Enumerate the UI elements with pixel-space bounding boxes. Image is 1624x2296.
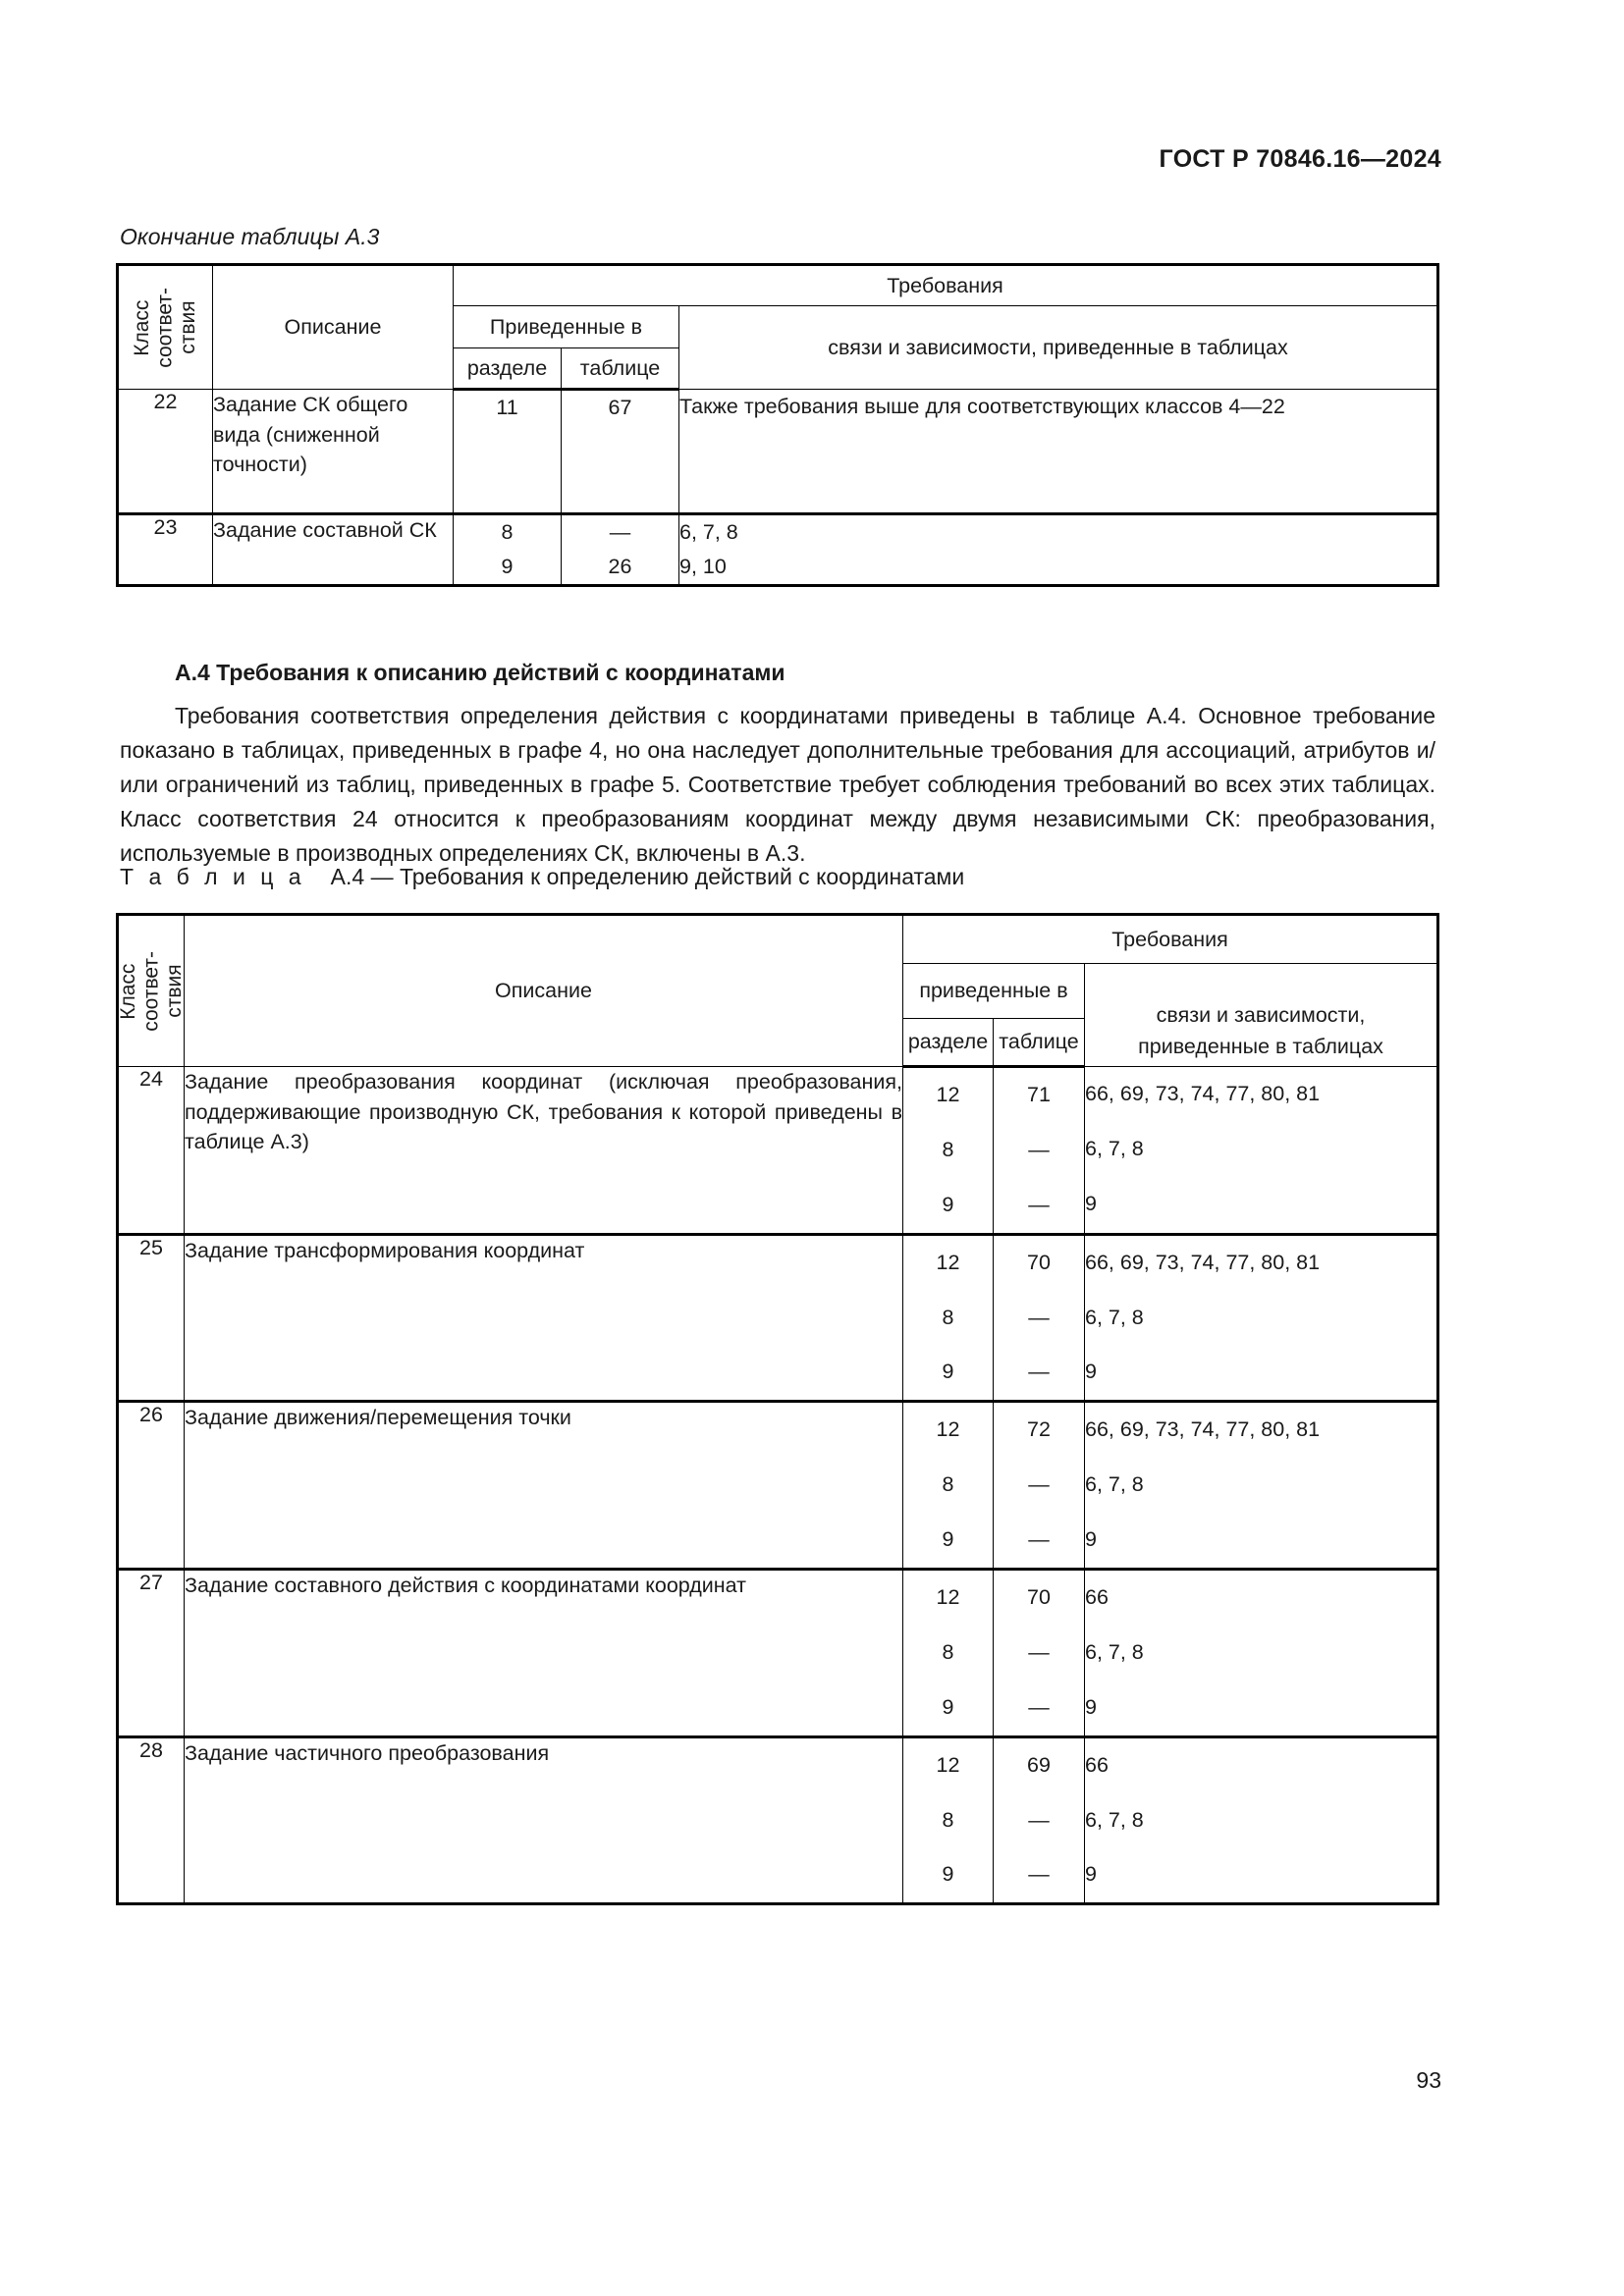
table-a4-row1-section: 12 8 9 <box>903 1234 994 1402</box>
table-a4-row2-class: 26 <box>118 1402 185 1570</box>
table-row <box>118 390 1438 514</box>
table-a4-row3-table: 70 — — <box>994 1570 1085 1737</box>
table-a4-row4-section: 12 8 9 <box>903 1736 994 1904</box>
table-a4-section-header-label: разделе <box>907 1030 989 1053</box>
table-a4-givenin-header <box>903 964 1085 1019</box>
table-a4-row1-description: Задание трансформирования координат <box>185 1234 903 1402</box>
table-a3-description-header <box>213 265 454 390</box>
table-a3-row0-table: 67 <box>562 390 679 514</box>
table-a4-row0-class: 24 <box>118 1067 185 1235</box>
table-a3-table-header <box>562 348 679 390</box>
table-a3-row1-description: Задание составной СК <box>213 514 454 586</box>
table-a3-row1-relations: 6, 7, 8 9, 10 <box>679 514 1438 586</box>
table-a3-row0-relations: Также требования выше для соответствующих классов 4—22 <box>679 390 1438 514</box>
table-a4-row1-table: 70 — — <box>994 1234 1085 1402</box>
table-a3-table-header-label: таблице <box>579 355 661 380</box>
table-a3-class-header <box>118 265 213 390</box>
table-a3-requirements-header <box>454 265 1438 306</box>
table-a4-requirements-header <box>903 915 1438 964</box>
table-a3-header-row-1 <box>118 265 1438 306</box>
table-a4-relations-header-label: связи и зависимости, приведенные в таблицах <box>1138 1002 1383 1059</box>
table-a4-table-header-label: таблице <box>999 1030 1079 1053</box>
table-a3-description-header-label: Описание <box>284 315 382 339</box>
table-a4-caption <box>120 864 964 890</box>
table-a3-row0-section: 11 <box>454 390 562 514</box>
table-a4-description-header-label: Описание <box>495 979 592 1002</box>
table-a4-row3-relations: 66 6, 7, 8 9 <box>1085 1570 1438 1737</box>
section-a4-heading: А.4 Требования к описанию действий с координатами <box>175 660 785 685</box>
table-a4-row4-table: 69 — — <box>994 1736 1085 1904</box>
table-a4-row3-section: 12 8 9 <box>903 1570 994 1737</box>
table-a4-row4-description: Задание частичного преобразования <box>185 1736 903 1904</box>
table-a4-class-header <box>118 915 185 1067</box>
table-a4-row4-class: 28 <box>118 1736 185 1904</box>
table-a4 <box>116 913 1439 1905</box>
table-a4-section-header <box>903 1019 994 1067</box>
table-a4-row4-relations: 66 6, 7, 8 9 <box>1085 1736 1438 1904</box>
table-row <box>118 514 1438 586</box>
table-a4-row0-relations: 66, 69, 73, 74, 77, 80, 81 6, 7, 8 9 <box>1085 1067 1438 1235</box>
table-a4-row2-relations: 66, 69, 73, 74, 77, 80, 81 6, 7, 8 9 <box>1085 1402 1438 1570</box>
table-a3-givenin-header <box>454 306 679 348</box>
table-a4-row2-description: Задание движения/перемещения точки <box>185 1402 903 1570</box>
table-a3-requirements-header-label: Требования <box>887 273 1003 297</box>
table-a4-row3-class: 27 <box>118 1570 185 1737</box>
table-a4-row0-section: 12 8 9 <box>903 1067 994 1235</box>
document-standard-header: ГОСТ Р 70846.16—2024 <box>1159 145 1441 173</box>
table-row <box>118 1234 1438 1402</box>
table-a4-row2-table: 72 — — <box>994 1402 1085 1570</box>
page-number: 93 <box>1416 2067 1441 2093</box>
table-a3-row1-class: 23 <box>118 514 213 586</box>
table-row <box>118 1067 1438 1235</box>
table-a3 <box>116 263 1439 587</box>
table-a4-description-header <box>185 915 903 1067</box>
table-a4-relations-header <box>1085 964 1438 1067</box>
table-a4-class-header-label: Класс соответ- ствия <box>116 950 186 1032</box>
table-a4-row0-description: Задание преобразования координат (исключая преобразования, поддерживающие производную СК, требования к которой приведены в таблице А.3) <box>185 1067 903 1235</box>
table-row <box>118 1736 1438 1904</box>
table-a4-row1-relations: 66, 69, 73, 74, 77, 80, 81 6, 7, 8 9 <box>1085 1234 1438 1402</box>
table-a4-row2-section: 12 8 9 <box>903 1402 994 1570</box>
table-a4-row0-table: 71 — — <box>994 1067 1085 1235</box>
table-a3-givenin-header-label: Приведенные в <box>489 314 643 339</box>
table-a4-header-row-1 <box>118 915 1438 964</box>
table-a4-table-header <box>994 1019 1085 1067</box>
table-a3-relations-header <box>679 306 1438 390</box>
table-row <box>118 1402 1438 1570</box>
section-a4-paragraph: Требования соответствия определения действия с координатами приведены в таблице А.4. Основное требование показано в таблицах, приведенных в графе 4, но она наследует дополнительные требования для ассоциаций, атрибутов и/или ограничений из таблиц, приведенных в графе 5. Соответствие требует соблюдения требований во всех этих таблицах. Класс соответствия 24 относится к преобразованиям координат между двумя независимыми СК: преобразования, используемые в производных определениях СК, включены в А.3. <box>120 703 1435 866</box>
table-a3-section-header-label: разделе <box>466 355 548 380</box>
table-a3-row1-table: — 26 <box>562 514 679 586</box>
table-a3-row0-class: 22 <box>118 390 213 514</box>
table-a3-continuation-caption: Окончание таблицы А.3 <box>120 224 380 249</box>
table-a3-section-header <box>454 348 562 390</box>
table-a4-requirements-header-label: Требования <box>1111 927 1228 951</box>
table-a3-class-header-label: Класс соответ- ствия <box>131 287 200 368</box>
table-a4-caption-prefix: Т а б л и ц а <box>120 864 306 889</box>
table-row <box>118 1570 1438 1737</box>
table-a3-row0-description: Задание СК общего вида (сниженной точности) <box>213 390 454 514</box>
table-a4-row1-class: 25 <box>118 1234 185 1402</box>
table-a4-givenin-header-label: приведенные в <box>919 979 1068 1002</box>
table-a4-caption-rest: А.4 — Требования к определению действий с координатами <box>330 864 965 889</box>
table-a3-row1-section: 8 9 <box>454 514 562 586</box>
table-a3-relations-header-label: связи и зависимости, приведенные в таблицах <box>828 335 1288 359</box>
table-a4-row3-description: Задание составного действия с координатами координат <box>185 1570 903 1737</box>
